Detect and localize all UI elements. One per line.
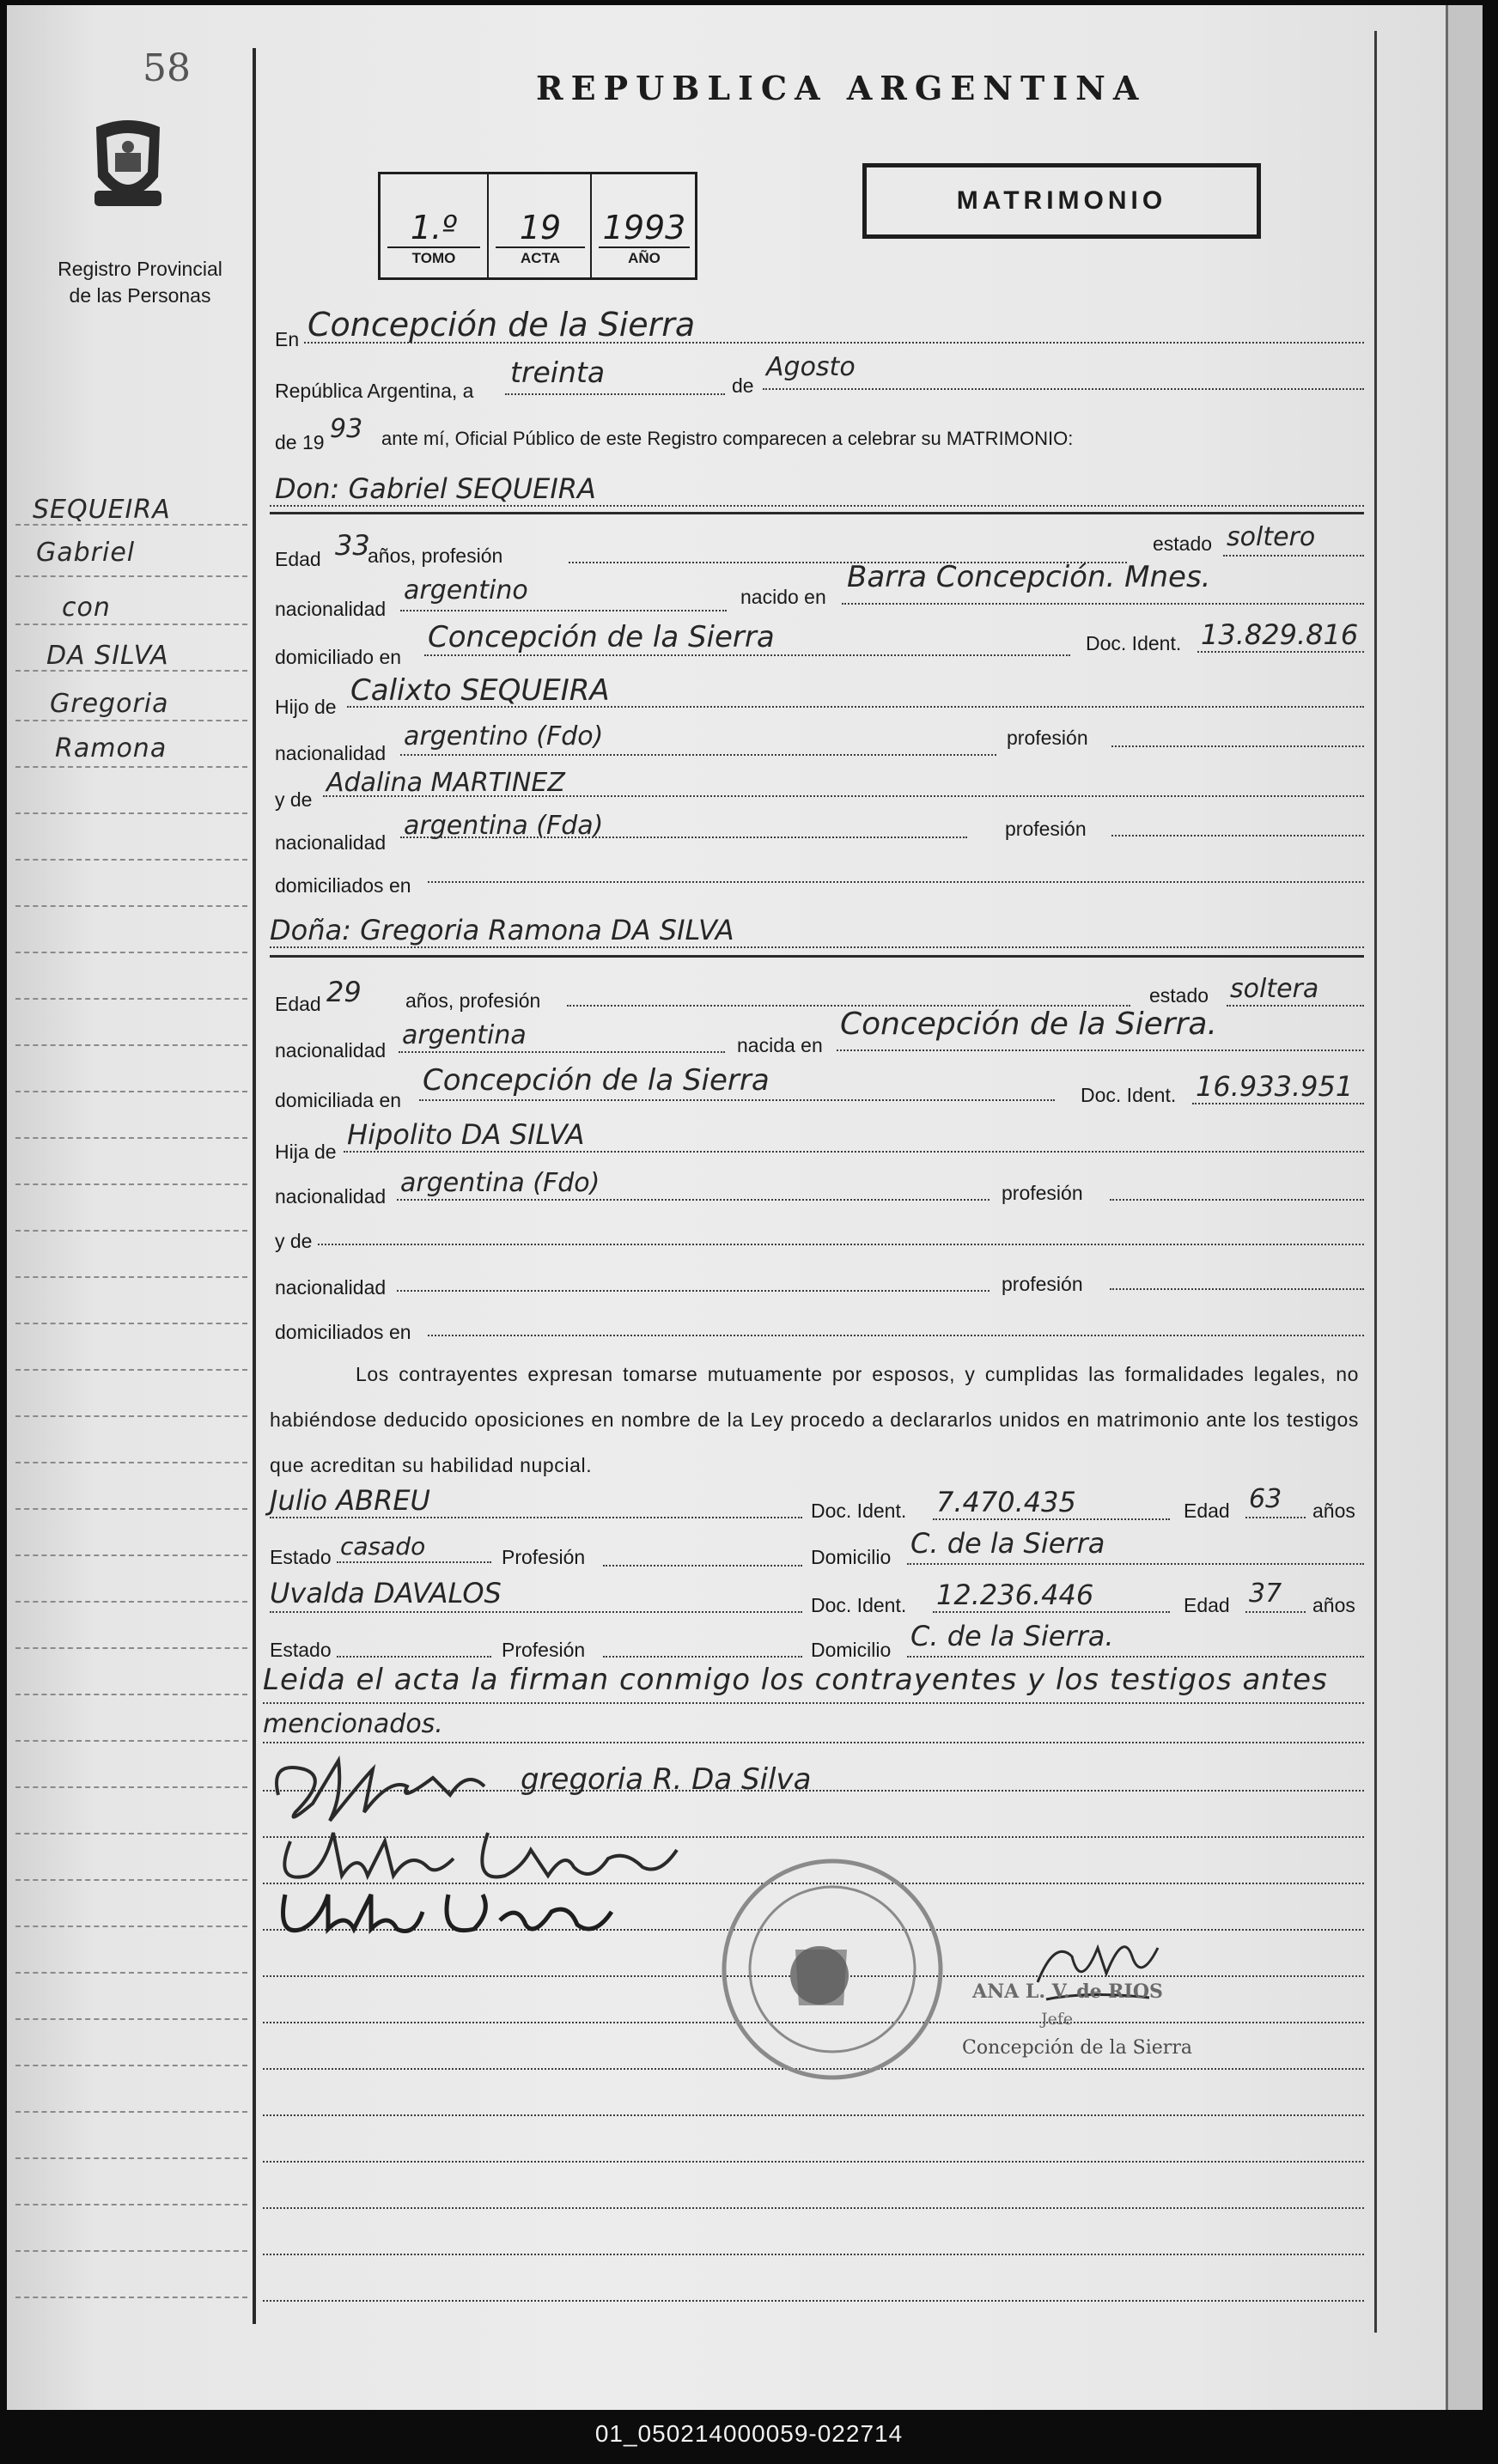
witness1-estado-label: Estado [270,1546,332,1568]
scan-id: 01_050214000059-022714 [594,2420,904,2447]
republica-label: República Argentina, a [275,380,474,402]
witness2-domicilio-label: Domicilio [811,1639,892,1661]
bride-y-de-label: y de [275,1230,313,1252]
witness2-estado-label: Estado [270,1639,332,1661]
margin-note-3: con [62,593,111,623]
bride-estado: soltera [1230,974,1319,1004]
groom-father-nac-label: nacionalidad [275,742,387,764]
month-value: Agosto [766,352,856,382]
groom-mother-nac: argentina (Fda) [404,811,604,841]
bride-signature: gregoria R. Da Silva [521,1762,812,1797]
groom-hijo-label: Hijo de [275,696,337,718]
margin-note-1: SEQUEIRA [33,495,171,525]
official-stamp-place: Concepción de la Sierra [962,2037,1192,2059]
groom-domicilio: Concepción de la Sierra [428,620,775,654]
witness1-anos-label: años [1312,1500,1355,1522]
groom-domicilio-label: domiciliado en [275,646,402,668]
groom-mother: Adalina MARTINEZ [326,768,565,798]
acta-cell [487,174,592,277]
groom-mother-nac-label: nacionalidad [275,831,387,854]
bride-father-nac: argentina (Fdo) [400,1168,600,1198]
book-edge [1446,5,1483,2410]
groom-name: Don: Gabriel SEQUEIRA [275,472,596,505]
declaration-text [270,1352,1359,1488]
ano-cell [590,174,697,277]
bride-name: Doña: Gregoria Ramona DA SILVA [270,914,734,946]
closing-note-line-2: mencionados. [263,1709,443,1739]
groom-edad-label: Edad [275,548,321,570]
day-value: treinta [510,356,606,389]
bride-father: Hipolito DA SILVA [347,1118,585,1151]
witness1-doc: 7.470.435 [936,1486,1076,1518]
witness1-edad-label: Edad [1184,1500,1230,1522]
witness1-domicilio: C. de la Sierra [910,1527,1105,1560]
official-stamp-name: ANA L. V. de RIOS [972,1980,1163,2003]
margin-note-2: Gabriel [36,538,136,568]
groom-doc-label: Doc. Ident. [1086,632,1182,654]
page-number: 58 [143,46,191,90]
acta-label: ACTA [521,250,560,266]
witness1-edad: 63 [1249,1484,1282,1514]
bride-mother-nac-label: nacionalidad [275,1276,387,1299]
groom-edad: 33 [335,529,370,562]
year-label: de 19 [275,431,325,453]
official-stamp-title: Jefe [1041,2010,1074,2029]
closing-note-line-1: Leida el acta la firman conmigo los contrayentes y los testigos antes [263,1663,1328,1697]
witness1-doc-label: Doc. Ident. [811,1500,907,1522]
groom-mother-prof-label: profesión [1005,818,1087,840]
bride-hija-label: Hija de [275,1141,337,1163]
bride-domicilio-label: domiciliada en [275,1089,402,1111]
registry-line-1: Registro Provincial [58,258,222,280]
bride-domiciliados-label: domiciliados en [275,1321,411,1343]
margin-note-4: DA SILVA [46,641,169,671]
witness2-signature [268,1877,629,1946]
witness1-domicilio-label: Domicilio [811,1546,892,1568]
registry-line-2: de las Personas [69,284,211,307]
groom-estado: soltero [1227,522,1316,552]
bride-estado-label: estado [1149,984,1209,1007]
registry-name [33,256,247,309]
witness1-profesion-label: Profesión [502,1546,586,1568]
groom-domiciliados-label: domiciliados en [275,874,411,897]
witness2-edad-label: Edad [1184,1594,1230,1616]
bride-father-prof-label: profesión [1002,1182,1083,1204]
bride-nac-label: nacionalidad [275,1039,387,1062]
witness1-name: Julio ABREU [270,1484,430,1517]
witness2-name: Uvalda DAVALOS [270,1577,502,1609]
en-label: En [275,328,300,350]
page-right-border [1374,31,1377,2333]
groom-nacido-label: nacido en [740,586,826,608]
witness2-doc: 12.236.446 [936,1579,1094,1611]
bride-doc: 16.933.951 [1196,1070,1354,1103]
groom-estado-label: estado [1153,532,1213,555]
bride-edad-label: Edad [275,993,321,1015]
bride-edad: 29 [326,976,362,1008]
witness2-anos-label: años [1312,1594,1355,1616]
margin-divider [253,48,256,2324]
groom-father-nac: argentino (Fdo) [404,721,604,751]
registry-logo-icon [89,119,167,215]
bride-doc-label: Doc. Ident. [1081,1084,1177,1106]
groom-y-de-label: y de [275,788,313,811]
place-value: Concepción de la Sierra [308,306,696,344]
ano-label: AÑO [628,250,661,266]
witness1-estado: casado [340,1532,426,1561]
tomo-cell [381,174,487,277]
country-heading: REPUBLICA ARGENTINA [536,69,1147,107]
margin-note-5: Gregoria [50,689,169,719]
bride-nacionalidad: argentina [402,1020,527,1050]
bride-mother-prof-label: profesión [1002,1273,1083,1295]
bride-nacida: Concepción de la Sierra. [840,1007,1217,1042]
de-label: de [732,374,754,397]
witness2-doc-label: Doc. Ident. [811,1594,907,1616]
record-number-table [378,172,697,280]
witness2-domicilio: C. de la Sierra. [910,1620,1114,1652]
groom-nacido: Barra Concepción. Mnes. [847,560,1211,594]
groom-nac-label: nacionalidad [275,598,387,620]
declaration-body: Los contrayentes expresan tomarse mutuamente por esposos, y cumplidas las formalidades legales, no habiéndose deducido oposiciones en nombre de la Ley procedo a declararlos unidos en matrimonio ante los testigos que acreditan su habilidad nupcial. [270,1363,1359,1476]
groom-father-prof-label: profesión [1007,727,1088,749]
witness2-profesion-label: Profesión [502,1639,586,1661]
bride-father-nac-label: nacionalidad [275,1185,387,1208]
tomo-label: TOMO [411,250,456,266]
acta-value: 19 [519,209,562,246]
appearance-statement: ante mí, Oficial Público de este Registro comparecen a celebrar su MATRIMONIO: [381,428,1074,449]
registry-round-seal-icon [718,1855,947,2084]
register-page [7,5,1483,2410]
groom-profesion-label: años, profesión [368,545,503,567]
bride-domicilio: Concepción de la Sierra [423,1063,770,1098]
groom-father: Calixto SEQUEIRA [350,673,610,708]
ano-value: 1993 [602,209,686,246]
groom-doc: 13.829.816 [1201,618,1359,651]
bride-profesion-label: años, profesión [405,989,541,1012]
margin-note-6: Ramona [55,733,167,764]
groom-nacionalidad: argentino [404,575,528,605]
witness2-edad: 37 [1249,1579,1282,1609]
tomo-value: 1.º [410,209,458,246]
bride-nacida-label: nacida en [737,1034,823,1056]
year-suffix: 93 [330,414,363,444]
record-type-box: MATRIMONIO [862,163,1261,239]
